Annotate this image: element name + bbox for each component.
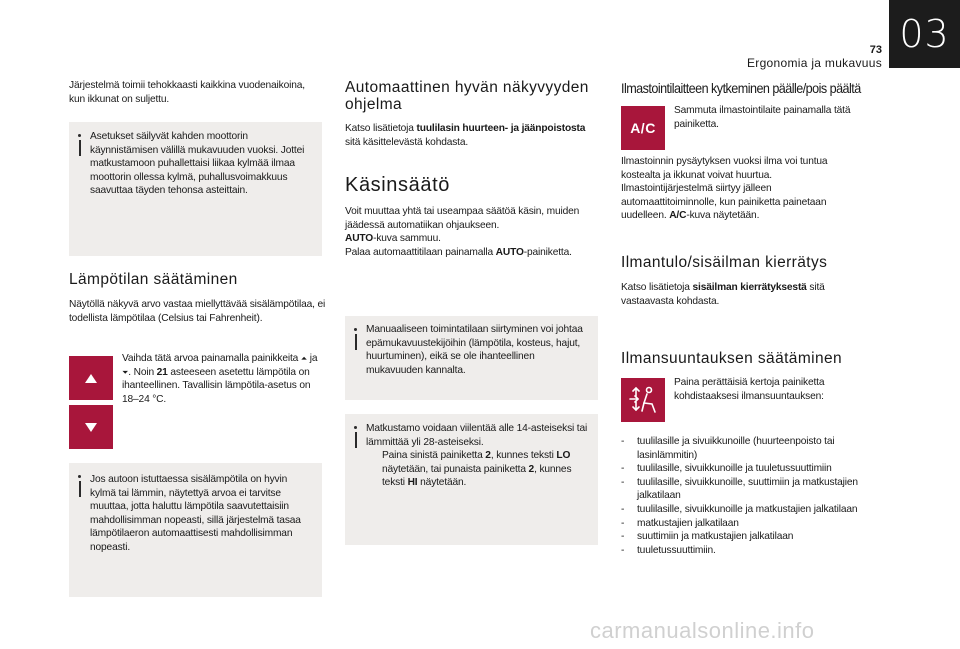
info-icon [75,134,85,156]
info-note-text: Jos autoon istuttaessa sisälämpötila on hyvin kylmä tai lämmin, näytettyä arvoa ei tarvitse muuttaa, jotta haluttu lämpötila saavutettaisiin mahdollisimman nopeasti, sillä järjestelmä tasaa lämpötilaeron automaattisesti mahdollisimman nopeasti. [90,474,301,553]
ac-desc-end: -kuva näytetään. [686,210,760,222]
heading-ac-on-off: Ilmastointilaitteen kytkeminen päälle/pois päältä [621,80,861,96]
auto-return-end: -painiketta. [523,246,572,258]
arrow-up-icon [85,374,97,383]
heading-temperature: Lämpötilan säätäminen [69,271,238,288]
list-item: - tuuletussuuttimiin. [621,544,871,558]
air-distribution-icon [627,385,659,415]
info-note-temperature [69,463,322,597]
up-glyph-icon: ⏶ [300,354,308,363]
info-note-text: Manuaaliseen toimintatilaan siirtyminen voi johtaa epämukavuustekijöihin (lämpötila, kosteus, hajut, huurtuminen), eikä se ole ihanteellinen mukavuuden kannalta. [366,324,583,376]
hi-label: HI [407,477,418,489]
down-glyph-icon: ⏷ [122,367,129,377]
heading-air-recirculation: Ilmantulo/sisäilman kierrätys [621,254,828,271]
heading-visibility-program: Automaattinen hyvän näkyvyyden ohjelma [345,79,589,113]
list-item: - suuttimiin ja matkustajien jalkatilaan [621,530,871,544]
list-item: - tuulilasille ja sivuikkunoille (huurteenpoisto tai lasinlämmitin) [621,435,871,462]
ac-label: A/C [669,210,687,222]
intro-paragraph: Järjestelmä toimii tehokkaasti kaikkina vuodenaikoina, kun ikkunat on suljettu. [69,80,305,105]
lo-hi-step: Paina sinistä painiketta [382,450,483,462]
temp-ideal-value: 21 [156,366,168,378]
ref-text-end: sitä vastaavasta kohdasta. [621,282,825,307]
air-distribution-instruction: Paina perättäisiä kertoja painiketta kohdistaaksesi ilmansuuntauksen: [674,377,825,402]
info-icon [351,426,361,448]
recirculation-reference [621,281,861,308]
chapter-title: Ergonomia ja mukavuus [746,56,882,70]
info-note-manual-mode [345,316,598,400]
ac-desc-text: Ilmastoinnin pysäytyksen vuoksi ilma voi tuntua kostealta ja ikkunat voivat huurtua. Ilmastointijärjestelmä siirtyy jälleen automaattitoiminnolle, kun painiketta painetaan uudelleen. [621,156,828,222]
auto-label: AUTO [495,246,524,258]
temperature-instruction [122,352,322,406]
ac-instruction: Sammuta ilmastointilaite painamalla tätä painiketta. [674,105,851,130]
info-note-lo-hi [345,414,598,545]
temp-instr-rest: asteeseen asetettu lämpötila on ihanteellinen. Tavallisin lämpötila-asetus on 18–24 °C. [122,366,311,405]
ac-button[interactable] [621,106,665,150]
page-number: 73 [869,44,882,56]
ref-text: Katso lisätietoja [345,123,414,134]
ref-link-recirculation[interactable]: sisäilman kierrätyksestä [692,282,807,293]
chapter-number-tab: 03 [889,0,960,68]
temp-instr-noin: . Noin [128,366,154,378]
ref-text: Katso lisätietoja [621,282,690,293]
manual-desc-text: Voit muuttaa yhtä tai useampaa säätöä käsin, muiden jäädessä automatiikan ohjaukseen. [345,206,580,231]
lo-hi-step: näytetään. [420,477,467,489]
watermark: carmanualsonline.info [590,618,815,643]
lo-hi-intro: Matkustamo voidaan viilentää alle 14-asteiseksi tai lämmittää yli 28-asteiseksi. [366,423,588,448]
lo-hi-step: näytetään, tai punaista painiketta [382,463,526,475]
ref-text-end: sitä käsittelevästä kohdasta. [345,136,469,148]
ref-link-defrost[interactable]: tuulilasin huurteen- ja jäänpoistosta [416,123,586,134]
list-item: - tuulilasille, sivuikkunoille, suuttimiin ja matkustajien jalkatilaan [621,476,871,503]
temp-instr-ja: ja [309,353,318,364]
temperature-up-button[interactable] [69,356,113,400]
lo-hi-step: , kunnes teksti [490,450,554,462]
ac-description [621,155,843,223]
arrow-down-icon [85,423,97,432]
temperature-down-button[interactable] [69,405,113,449]
air-distribution-button[interactable] [621,378,665,422]
ac-button-label: A/C [630,120,656,136]
heading-manual-adjustment: Käsinsäätö [345,174,450,196]
temperature-description: Näytöllä näkyvä arvo vastaa miellyttävää sisälämpötilaa, ei todellista lämpötilaa (Celsius tai Fahrenheit). [69,299,326,324]
list-item: - matkustajien jalkatilaan [621,517,871,531]
air-distribution-list [621,435,871,557]
lo-label: LO [556,450,571,462]
info-icon [351,328,361,350]
button-number: 2 [528,463,535,475]
auto-off-text: -kuva sammuu. [373,233,441,245]
visibility-reference [345,122,600,149]
list-item: - tuulilasille, sivuikkunoille ja tuuletussuuttimiin [621,462,871,476]
heading-air-distribution: Ilmansuuntauksen säätäminen [621,350,843,367]
info-note-settings [69,122,322,256]
info-icon [75,475,85,497]
lo-hi-step: , kunnes teksti [382,463,572,489]
info-note-text: Asetukset säilyvät kahden moottorin käynnistämisen välillä mukavuuden vuoksi. Jottei matkustamoon puhallettaisi liikaa kylmää ilmaa moottorin ollessa kylmä, puhallusvoimakkuus saavuttaa täyden tehonsa asteittain. [90,131,305,197]
auto-label: AUTO [345,233,374,245]
info-note-text [366,422,592,490]
auto-return-text: Palaa automaattitilaan painamalla [345,246,493,258]
temp-instr-text: Vaihda tätä arvoa painamalla painikkeita [122,353,299,364]
manual-description [345,205,595,259]
button-number: 2 [485,450,491,462]
list-item: - tuulilasille, sivuikkunoille ja matkustajien jalkatilaan [621,503,871,517]
